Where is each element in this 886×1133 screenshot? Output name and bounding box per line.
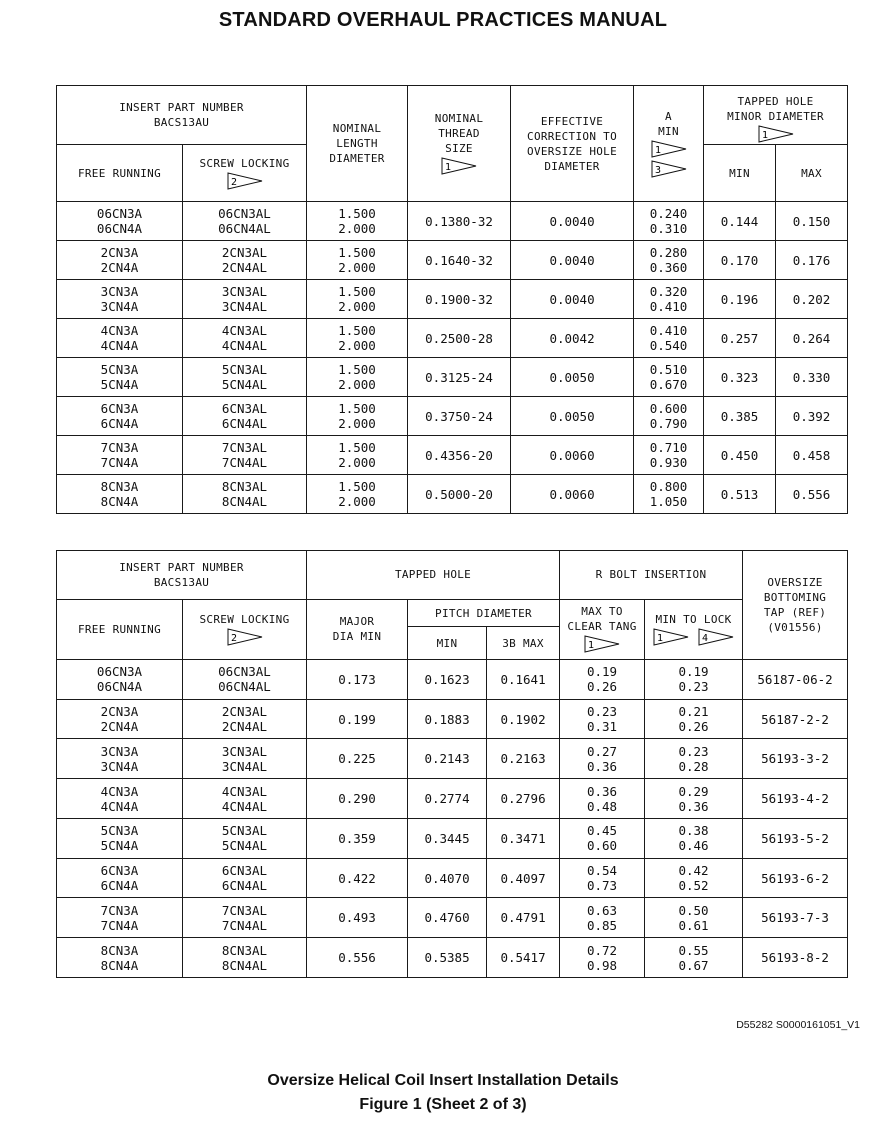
- table-row: [57, 699, 848, 739]
- major-dia-value: 0.556: [307, 938, 408, 978]
- minor-max-value: 0.458: [776, 436, 848, 475]
- max-to-clear-value: 0.72 0.98: [560, 938, 645, 978]
- svg-text:1: 1: [654, 144, 661, 156]
- pitch-min-value: 0.4760: [408, 898, 487, 938]
- correction-value: 0.0060: [511, 475, 634, 514]
- screw-locking-part: 4CN3AL 4CN4AL: [183, 779, 307, 819]
- correction-value: 0.0040: [511, 280, 634, 319]
- svg-text:1: 1: [588, 640, 595, 652]
- max-to-clear-value: 0.23 0.31: [560, 699, 645, 739]
- svg-text:4: 4: [701, 632, 709, 644]
- pitch-min-value: 0.1623: [408, 660, 487, 700]
- oversize-tap-header: OVERSIZE BOTTOMING TAP (REF) (V01556): [743, 551, 848, 660]
- max-to-clear-header: MAX TO CLEAR TANG 1: [560, 599, 645, 659]
- page-title: STANDARD OVERHAUL PRACTICES MANUAL: [218, 9, 668, 31]
- table-row: [57, 475, 848, 514]
- insert-part-number-header: INSERT PART NUMBER BACS13AU: [57, 86, 307, 145]
- correction-value: 0.0042: [511, 319, 634, 358]
- screw-locking-header: SCREW LOCKING 2: [183, 599, 307, 659]
- insert-dimensions-table: [56, 85, 848, 514]
- flag-note-icon: [583, 634, 621, 654]
- free-running-part: 06CN3A 06CN4A: [57, 660, 183, 700]
- nominal-length: 1.500 2.000: [307, 202, 408, 241]
- minor-min-value: 0.170: [704, 241, 776, 280]
- pitch-min-value: 0.1883: [408, 699, 487, 739]
- tapped-hole-minor-header: TAPPED HOLE MINOR DIAMETER 1: [704, 86, 848, 145]
- table-row: [57, 202, 848, 241]
- screw-locking-part: 2CN3AL 2CN4AL: [183, 699, 307, 739]
- min-to-lock-value: 0.19 0.23: [645, 660, 743, 700]
- pitch-min-value: 0.4070: [408, 858, 487, 898]
- screw-locking-part: 7CN3AL 7CN4AL: [183, 898, 307, 938]
- free-running-part: 4CN3A 4CN4A: [57, 319, 183, 358]
- table-row: [57, 436, 848, 475]
- svg-text:1: 1: [761, 130, 768, 141]
- oversize-tap-value: 56193-3-2: [743, 739, 848, 779]
- minor-min-value: 0.385: [704, 397, 776, 436]
- pitch-max-value: 0.2163: [487, 739, 560, 779]
- pitch-max-header: 3B MAX: [487, 627, 560, 660]
- max-to-clear-value: 0.36 0.48: [560, 779, 645, 819]
- table-row: [57, 358, 848, 397]
- major-dia-value: 0.493: [307, 898, 408, 938]
- free-running-part: 3CN3A 3CN4A: [57, 280, 183, 319]
- nominal-length: 1.500 2.000: [307, 436, 408, 475]
- a-min-value: 0.600 0.790: [634, 397, 704, 436]
- minor-max-value: 0.202: [776, 280, 848, 319]
- screw-locking-part: 5CN3AL 5CN4AL: [183, 818, 307, 858]
- a-min-value: 0.240 0.310: [634, 202, 704, 241]
- screw-locking-part: 8CN3AL 8CN4AL: [183, 475, 307, 514]
- table-row: [57, 319, 848, 358]
- thread-size: 0.3750-24: [408, 397, 511, 436]
- effective-correction-header: EFFECTIVE CORRECTION TO OVERSIZE HOLE DIAMETER: [511, 86, 634, 202]
- table-row: [57, 280, 848, 319]
- correction-value: 0.0040: [511, 241, 634, 280]
- major-dia-value: 0.359: [307, 818, 408, 858]
- free-running-header: FREE RUNNING: [57, 145, 183, 202]
- flag-note-icon: [226, 627, 264, 647]
- thread-size: 0.1900-32: [408, 280, 511, 319]
- minor-max-value: 0.556: [776, 475, 848, 514]
- a-min-value: 0.510 0.670: [634, 358, 704, 397]
- free-running-part: 6CN3A 6CN4A: [57, 397, 183, 436]
- screw-locking-part: 4CN3AL 4CN4AL: [183, 319, 307, 358]
- pitch-max-value: 0.1641: [487, 660, 560, 700]
- oversize-tap-value: 56193-8-2: [743, 938, 848, 978]
- min-to-lock-value: 0.38 0.46: [645, 818, 743, 858]
- nominal-length: 1.500 2.000: [307, 358, 408, 397]
- figure-caption-number: Figure 1 (Sheet 2 of 3): [359, 1096, 527, 1113]
- screw-locking-part: 06CN3AL 06CN4AL: [183, 660, 307, 700]
- screw-locking-part: 6CN3AL 6CN4AL: [183, 858, 307, 898]
- min-to-lock-value: 0.21 0.26: [645, 699, 743, 739]
- major-dia-value: 0.225: [307, 739, 408, 779]
- pitch-min-value: 0.5385: [408, 938, 487, 978]
- free-running-part: 3CN3A 3CN4A: [57, 739, 183, 779]
- min-to-lock-value: 0.29 0.36: [645, 779, 743, 819]
- minor-min-header: MIN: [704, 145, 776, 202]
- a-min-value: 0.280 0.360: [634, 241, 704, 280]
- minor-max-value: 0.150: [776, 202, 848, 241]
- min-to-lock-value: 0.23 0.28: [645, 739, 743, 779]
- table-row: [57, 241, 848, 280]
- max-to-clear-value: 0.19 0.26: [560, 660, 645, 700]
- minor-min-value: 0.513: [704, 475, 776, 514]
- table-row: [57, 739, 848, 779]
- minor-min-value: 0.323: [704, 358, 776, 397]
- pitch-min-value: 0.3445: [408, 818, 487, 858]
- free-running-part: 2CN3A 2CN4A: [57, 699, 183, 739]
- screw-locking-part: 06CN3AL 06CN4AL: [183, 202, 307, 241]
- min-to-lock-value: 0.55 0.67: [645, 938, 743, 978]
- minor-min-value: 0.450: [704, 436, 776, 475]
- thread-size: 0.3125-24: [408, 358, 511, 397]
- svg-text:2: 2: [230, 176, 237, 188]
- flag-note-icon: [650, 159, 688, 179]
- correction-value: 0.0050: [511, 358, 634, 397]
- screw-locking-header: SCREW LOCKING 2: [183, 145, 307, 202]
- max-to-clear-value: 0.27 0.36: [560, 739, 645, 779]
- pitch-max-value: 0.5417: [487, 938, 560, 978]
- free-running-part: 7CN3A 7CN4A: [57, 898, 183, 938]
- major-dia-value: 0.290: [307, 779, 408, 819]
- correction-value: 0.0060: [511, 436, 634, 475]
- screw-locking-part: 2CN3AL 2CN4AL: [183, 241, 307, 280]
- screw-locking-part: 5CN3AL 5CN4AL: [183, 358, 307, 397]
- oversize-tap-value: 56193-6-2: [743, 858, 848, 898]
- table-row: [57, 938, 848, 978]
- free-running-header: FREE RUNNING: [57, 599, 183, 659]
- figure-caption-title: Oversize Helical Coil Insert Installation Details: [267, 1072, 619, 1089]
- major-dia-header: MAJOR DIA MIN: [307, 599, 408, 659]
- a-min-value: 0.800 1.050: [634, 475, 704, 514]
- bolt-insertion-table: [56, 550, 848, 978]
- table-row: [57, 660, 848, 700]
- pitch-max-value: 0.4791: [487, 898, 560, 938]
- flag-note-icon: [226, 171, 264, 191]
- flag-note-icon: [697, 627, 735, 647]
- table-row: [57, 898, 848, 938]
- svg-text:2: 2: [230, 632, 237, 644]
- minor-max-value: 0.264: [776, 319, 848, 358]
- max-to-clear-value: 0.63 0.85: [560, 898, 645, 938]
- a-min-value: 0.320 0.410: [634, 280, 704, 319]
- table-row: [57, 818, 848, 858]
- nominal-length: 1.500 2.000: [307, 397, 408, 436]
- pitch-max-value: 0.1902: [487, 699, 560, 739]
- flag-note-icon: [440, 156, 478, 176]
- correction-value: 0.0050: [511, 397, 634, 436]
- a-min-value: 0.410 0.540: [634, 319, 704, 358]
- a-min-header: A MIN 1 3: [634, 86, 704, 202]
- major-dia-value: 0.422: [307, 858, 408, 898]
- pitch-max-value: 0.3471: [487, 818, 560, 858]
- pitch-min-value: 0.2143: [408, 739, 487, 779]
- flag-note-icon: [757, 124, 795, 144]
- free-running-part: 5CN3A 5CN4A: [57, 818, 183, 858]
- minor-min-value: 0.196: [704, 280, 776, 319]
- oversize-tap-value: 56187-06-2: [743, 660, 848, 700]
- bolt-insertion-header: R BOLT INSERTION: [560, 551, 743, 600]
- pitch-diameter-header: PITCH DIAMETER: [408, 599, 560, 627]
- max-to-clear-value: 0.45 0.60: [560, 818, 645, 858]
- pitch-max-value: 0.4097: [487, 858, 560, 898]
- max-to-clear-value: 0.54 0.73: [560, 858, 645, 898]
- thread-size: 0.4356-20: [408, 436, 511, 475]
- nominal-length: 1.500 2.000: [307, 475, 408, 514]
- minor-max-header: MAX: [776, 145, 848, 202]
- free-running-part: 6CN3A 6CN4A: [57, 858, 183, 898]
- pitch-min-value: 0.2774: [408, 779, 487, 819]
- oversize-tap-value: 56193-7-3: [743, 898, 848, 938]
- free-running-part: 06CN3A 06CN4A: [57, 202, 183, 241]
- minor-min-value: 0.144: [704, 202, 776, 241]
- pitch-max-value: 0.2796: [487, 779, 560, 819]
- thread-size: 0.1640-32: [408, 241, 511, 280]
- nominal-length: 1.500 2.000: [307, 241, 408, 280]
- minor-max-value: 0.330: [776, 358, 848, 397]
- screw-locking-part: 6CN3AL 6CN4AL: [183, 397, 307, 436]
- svg-text:3: 3: [654, 164, 661, 176]
- screw-locking-part: 8CN3AL 8CN4AL: [183, 938, 307, 978]
- thread-size: 0.2500-28: [408, 319, 511, 358]
- nominal-length: 1.500 2.000: [307, 280, 408, 319]
- table-row: [57, 397, 848, 436]
- oversize-tap-value: 56193-5-2: [743, 818, 848, 858]
- svg-text:1: 1: [445, 162, 452, 173]
- table-row: [57, 858, 848, 898]
- major-dia-value: 0.199: [307, 699, 408, 739]
- screw-locking-part: 3CN3AL 3CN4AL: [183, 280, 307, 319]
- nominal-thread-header: NOMINAL THREAD SIZE 1: [408, 86, 511, 202]
- thread-size: 0.1380-32: [408, 202, 511, 241]
- free-running-part: 2CN3A 2CN4A: [57, 241, 183, 280]
- free-running-part: 7CN3A 7CN4A: [57, 436, 183, 475]
- screw-locking-part: 7CN3AL 7CN4AL: [183, 436, 307, 475]
- min-to-lock-value: 0.42 0.52: [645, 858, 743, 898]
- free-running-part: 5CN3A 5CN4A: [57, 358, 183, 397]
- minor-max-value: 0.392: [776, 397, 848, 436]
- major-dia-value: 0.173: [307, 660, 408, 700]
- min-to-lock-value: 0.50 0.61: [645, 898, 743, 938]
- nominal-length: 1.500 2.000: [307, 319, 408, 358]
- pitch-min-header: MIN: [408, 627, 487, 660]
- thread-size: 0.5000-20: [408, 475, 511, 514]
- flag-note-icon: [652, 627, 690, 647]
- min-to-lock-header: MIN TO LOCK 1 4: [645, 599, 743, 659]
- tapped-hole-header: TAPPED HOLE: [307, 551, 560, 600]
- drawing-reference-code: D55282 S0000161051_V1: [736, 1019, 860, 1031]
- flag-note-icon: [650, 139, 688, 159]
- correction-value: 0.0040: [511, 202, 634, 241]
- svg-text:1: 1: [657, 632, 664, 644]
- oversize-tap-value: 56187-2-2: [743, 699, 848, 739]
- oversize-tap-value: 56193-4-2: [743, 779, 848, 819]
- minor-min-value: 0.257: [704, 319, 776, 358]
- a-min-value: 0.710 0.930: [634, 436, 704, 475]
- table-row: [57, 779, 848, 819]
- screw-locking-part: 3CN3AL 3CN4AL: [183, 739, 307, 779]
- minor-max-value: 0.176: [776, 241, 848, 280]
- insert-part-number-header: INSERT PART NUMBER BACS13AU: [57, 551, 307, 600]
- free-running-part: 8CN3A 8CN4A: [57, 475, 183, 514]
- nominal-length-header: NOMINAL LENGTH DIAMETER: [307, 86, 408, 202]
- free-running-part: 8CN3A 8CN4A: [57, 938, 183, 978]
- free-running-part: 4CN3A 4CN4A: [57, 779, 183, 819]
